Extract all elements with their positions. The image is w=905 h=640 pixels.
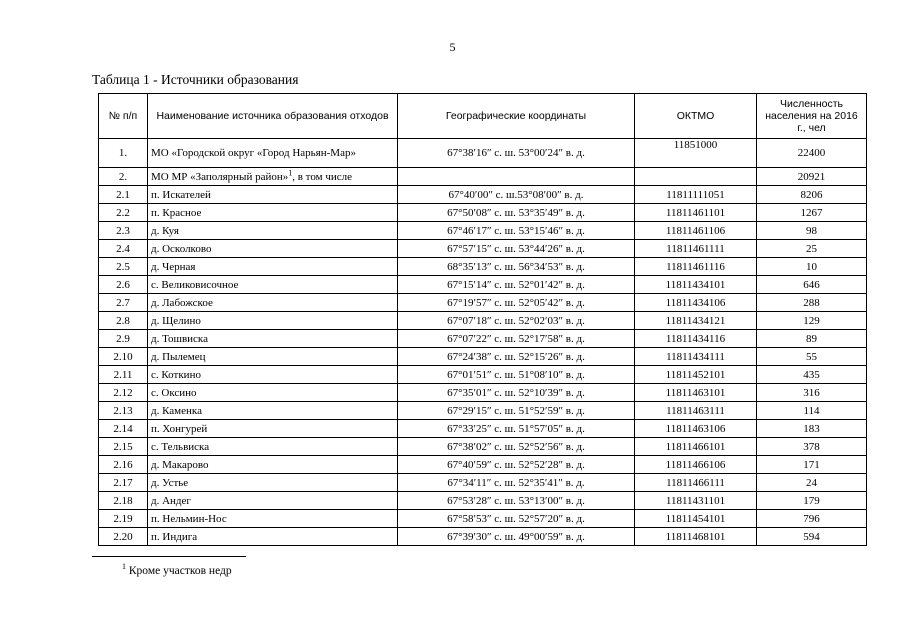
table-row xyxy=(99,312,867,330)
table-header-row xyxy=(99,94,867,139)
cell-num: 2. xyxy=(99,168,148,186)
cell-num: 2.5 xyxy=(99,258,148,276)
table-row xyxy=(99,438,867,456)
table-row xyxy=(99,420,867,438)
cell-name: д. Щелино xyxy=(148,312,398,330)
cell-population: 25 xyxy=(757,240,867,258)
cell-oktmo: 11811466111 xyxy=(635,474,757,492)
cell-oktmo: 11811461106 xyxy=(635,222,757,240)
cell-coords: 67°46′17″ с. ш. 53°15′46″ в. д. xyxy=(398,222,635,240)
cell-population: 20921 xyxy=(757,168,867,186)
cell-coords: 67°35′01″ с. ш. 52°10′39″ в. д. xyxy=(398,384,635,402)
cell-coords: 67°40′59″ с. ш. 52°52′28″ в. д. xyxy=(398,456,635,474)
cell-oktmo: 11811111051 xyxy=(635,186,757,204)
cell-num: 2.19 xyxy=(99,510,148,528)
table-row xyxy=(99,402,867,420)
header-population: Численность населения на 2016 г., чел xyxy=(757,94,867,139)
cell-population: 114 xyxy=(757,402,867,420)
cell-name: д. Черная xyxy=(148,258,398,276)
cell-oktmo: 11811466106 xyxy=(635,456,757,474)
table-row xyxy=(99,240,867,258)
cell-coords: 67°15′14″ с. ш. 52°01′42″ в. д. xyxy=(398,276,635,294)
cell-population: 594 xyxy=(757,528,867,546)
cell-population: 8206 xyxy=(757,186,867,204)
cell-num: 2.9 xyxy=(99,330,148,348)
cell-name: с. Коткино xyxy=(148,366,398,384)
table-row xyxy=(99,456,867,474)
cell-oktmo: 11811463101 xyxy=(635,384,757,402)
cell-population: 288 xyxy=(757,294,867,312)
table-caption: Таблица 1 - Источники образования xyxy=(92,72,299,87)
cell-num: 2.8 xyxy=(99,312,148,330)
cell-population: 24 xyxy=(757,474,867,492)
cell-coords: 67°57′15″ с. ш. 53°44′26″ в. д. xyxy=(398,240,635,258)
cell-population: 89 xyxy=(757,330,867,348)
cell-population: 10 xyxy=(757,258,867,276)
cell-population: 435 xyxy=(757,366,867,384)
sources-table xyxy=(98,93,867,546)
cell-coords: 67°24′38″ с. ш. 52°15′26″ в. д. xyxy=(398,348,635,366)
cell-num: 2.12 xyxy=(99,384,148,402)
cell-name-suffix: , в том числе xyxy=(292,170,353,183)
cell-num: 2.13 xyxy=(99,402,148,420)
cell-oktmo: 11811452101 xyxy=(635,366,757,384)
cell-name: п. Искателей xyxy=(148,186,398,204)
cell-population: 646 xyxy=(757,276,867,294)
cell-coords: 67°58′53″ с. ш. 52°57′20″ в. д. xyxy=(398,510,635,528)
cell-population: 316 xyxy=(757,384,867,402)
table-row xyxy=(99,204,867,222)
cell-num: 2.6 xyxy=(99,276,148,294)
cell-coords: 67°01′51″ с. ш. 51°08′10″ в. д. xyxy=(398,366,635,384)
cell-oktmo: 11811454101 xyxy=(635,510,757,528)
header-num: № п/п xyxy=(99,94,148,139)
table-row xyxy=(99,528,867,546)
cell-population: 183 xyxy=(757,420,867,438)
cell-population: 796 xyxy=(757,510,867,528)
cell-population: 1267 xyxy=(757,204,867,222)
table-row xyxy=(99,366,867,384)
cell-oktmo: 11811434111 xyxy=(635,348,757,366)
cell-num: 2.14 xyxy=(99,420,148,438)
table-row xyxy=(99,510,867,528)
cell-population: 98 xyxy=(757,222,867,240)
cell-coords: 67°07′18″ с. ш. 52°02′03″ в. д. xyxy=(398,312,635,330)
cell-coords: 67°07′22″ с. ш. 52°17′58″ в. д. xyxy=(398,330,635,348)
cell-population: 171 xyxy=(757,456,867,474)
cell-name: п. Красное xyxy=(148,204,398,222)
cell-num: 2.16 xyxy=(99,456,148,474)
table-row xyxy=(99,348,867,366)
footnote-ref: 1 xyxy=(288,167,293,177)
cell-oktmo: 11811466101 xyxy=(635,438,757,456)
table-row xyxy=(99,330,867,348)
table-row xyxy=(99,474,867,492)
cell-name: п. Индига xyxy=(148,528,398,546)
cell-population: 22400 xyxy=(757,139,867,168)
table-row xyxy=(99,186,867,204)
cell-name: д. Андег xyxy=(148,492,398,510)
header-oktmo: ОКТМО xyxy=(635,94,757,139)
cell-num: 1. xyxy=(99,139,148,168)
cell-num: 2.15 xyxy=(99,438,148,456)
table-row xyxy=(99,168,867,186)
cell-name: д. Тошвиска xyxy=(148,330,398,348)
page-number: 5 xyxy=(449,40,456,54)
cell-coords xyxy=(398,168,635,186)
cell-name: д. Куя xyxy=(148,222,398,240)
cell-num: 2.18 xyxy=(99,492,148,510)
cell-oktmo: 11811434101 xyxy=(635,276,757,294)
table-row xyxy=(99,258,867,276)
table-row xyxy=(99,294,867,312)
cell-num: 2.17 xyxy=(99,474,148,492)
cell-oktmo xyxy=(635,168,757,186)
cell-coords: 67°39′30″ с. ш. 49°00′59″ в. д. xyxy=(398,528,635,546)
cell-oktmo: 11811463106 xyxy=(635,420,757,438)
footnote-divider xyxy=(92,556,246,557)
cell-coords: 67°38′16″ с. ш. 53°00′24″ в. д. xyxy=(398,139,635,168)
table-body xyxy=(99,139,867,546)
footnote-marker: 1 xyxy=(122,562,126,572)
cell-coords: 67°40′00″ с. ш.53°08′00″ в. д. xyxy=(398,186,635,204)
cell-name-text: МО МР «Заполярный район» xyxy=(151,170,289,183)
cell-coords: 67°29′15″ с. ш. 51°52′59″ в. д. xyxy=(398,402,635,420)
cell-name: с. Оксино xyxy=(148,384,398,402)
footnote-text: Кроме участков недр xyxy=(128,565,232,577)
cell-oktmo: 11811463111 xyxy=(635,402,757,420)
cell-name: п. Хонгурей xyxy=(148,420,398,438)
cell-num: 2.7 xyxy=(99,294,148,312)
cell-oktmo: 11811468101 xyxy=(635,528,757,546)
cell-num: 2.3 xyxy=(99,222,148,240)
table-row xyxy=(99,492,867,510)
cell-coords: 68°35′13″ с. ш. 56°34′53″ в. д. xyxy=(398,258,635,276)
cell-num: 2.11 xyxy=(99,366,148,384)
cell-name: с. Великовисочное xyxy=(148,276,398,294)
cell-coords: 67°38′02″ с. ш. 52°52′56″ в. д. xyxy=(398,438,635,456)
cell-num: 2.1 xyxy=(99,186,148,204)
cell-name: с. Тельвиска xyxy=(148,438,398,456)
cell-num: 2.10 xyxy=(99,348,148,366)
cell-coords: 67°34′11″ с. ш. 52°35′41″ в. д. xyxy=(398,474,635,492)
cell-name: д. Устье xyxy=(148,474,398,492)
cell-oktmo: 11811434106 xyxy=(635,294,757,312)
cell-name xyxy=(148,168,398,186)
cell-num: 2.20 xyxy=(99,528,148,546)
cell-name: п. Нельмин-Нос xyxy=(148,510,398,528)
cell-name: МО «Городской округ «Город Нарьян-Мар» xyxy=(148,139,398,168)
table-row xyxy=(99,222,867,240)
cell-name: д. Пылемец xyxy=(148,348,398,366)
header-coords: Географические координаты xyxy=(398,94,635,139)
cell-oktmo: 11851000 xyxy=(635,139,757,168)
cell-population: 179 xyxy=(757,492,867,510)
cell-coords: 67°19′57″ с. ш. 52°05′42″ в. д. xyxy=(398,294,635,312)
cell-oktmo: 11811461111 xyxy=(635,240,757,258)
cell-coords: 67°53′28″ с. ш. 53°13′00″ в. д. xyxy=(398,492,635,510)
cell-oktmo: 11811434116 xyxy=(635,330,757,348)
cell-coords: 67°50′08″ с. ш. 53°35′49″ в. д. xyxy=(398,204,635,222)
cell-population: 378 xyxy=(757,438,867,456)
cell-coords: 67°33′25″ с. ш. 51°57′05″ в. д. xyxy=(398,420,635,438)
cell-num: 2.4 xyxy=(99,240,148,258)
footnote xyxy=(122,562,232,577)
cell-name: д. Лабожское xyxy=(148,294,398,312)
cell-num: 2.2 xyxy=(99,204,148,222)
cell-name: д. Каменка xyxy=(148,402,398,420)
cell-oktmo: 11811461101 xyxy=(635,204,757,222)
cell-name: д. Макарово xyxy=(148,456,398,474)
cell-name: д. Осколково xyxy=(148,240,398,258)
cell-oktmo: 11811431101 xyxy=(635,492,757,510)
header-name: Наименование источника образования отходов xyxy=(148,94,398,139)
cell-oktmo: 11811434121 xyxy=(635,312,757,330)
cell-population: 129 xyxy=(757,312,867,330)
table-row xyxy=(99,276,867,294)
cell-oktmo: 11811461116 xyxy=(635,258,757,276)
cell-population: 55 xyxy=(757,348,867,366)
table-row xyxy=(99,139,867,168)
table-row xyxy=(99,384,867,402)
